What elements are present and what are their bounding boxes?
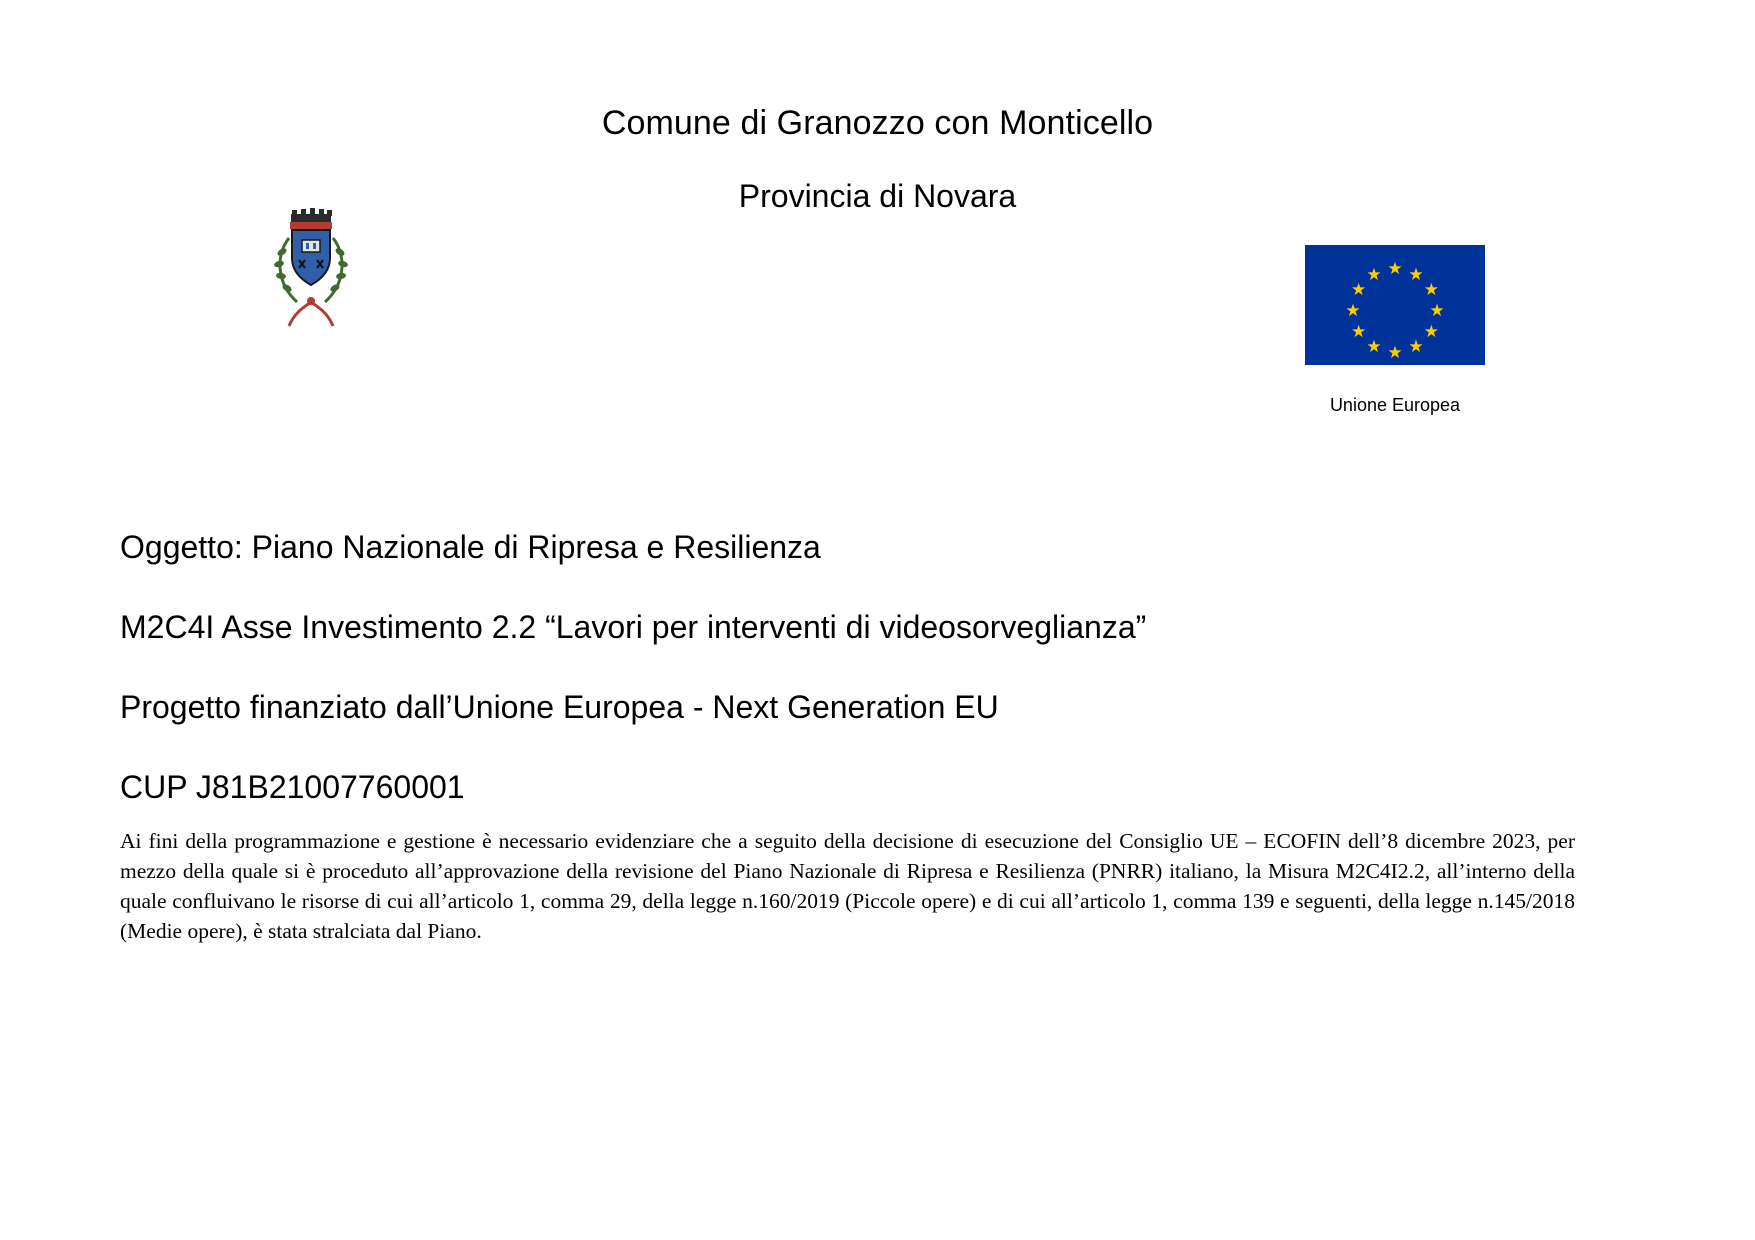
- heading-finanziamento: Progetto finanziato dall’Unione Europea - Next Generation EU: [120, 689, 999, 725]
- eu-emblem-block: [1305, 245, 1495, 416]
- heading-asse-investimento: M2C4I Asse Investimento 2.2 “Lavori per interventi di videosorveglianza”: [120, 609, 1147, 645]
- comune-crest-icon: [265, 208, 357, 336]
- document-header: [0, 100, 1755, 218]
- eu-caption: Unione Europea: [1329, 395, 1461, 415]
- heading-cup: CUP J81B21007760001: [120, 769, 465, 805]
- page-subtitle: Provincia di Novara: [738, 178, 1017, 214]
- eu-flag-icon: ★ ★ ★ ★ ★ ★ ★ ★ ★ ★ ★ ★: [1305, 245, 1485, 365]
- document-body-headings: [120, 525, 1650, 809]
- heading-oggetto: Oggetto: Piano Nazionale di Ripresa e Resilienza: [120, 529, 821, 565]
- body-paragraph: Ai fini della programmazione e gestione è necessario evidenziare che a seguito della decisione di esecuzione del Consiglio UE – ECOFIN dell’8 dicembre 2023, per mezzo della quale si è proceduto all’approvazione della revisione del Piano Nazionale di Ripresa e Resilienza (PNRR) italiano, la Misura M2C4I2.2, all’interno della quale confluivano le risorse di cui all’articolo 1, comma 29, della legge n.160/2019 (Piccole opere) e di cui all’articolo 1, comma 139 e seguenti, della legge n.145/2018 (Medie opere), è stata stralciata dal Piano.: [120, 829, 1575, 943]
- page-title: Comune di Granozzo con Monticello: [601, 104, 1154, 142]
